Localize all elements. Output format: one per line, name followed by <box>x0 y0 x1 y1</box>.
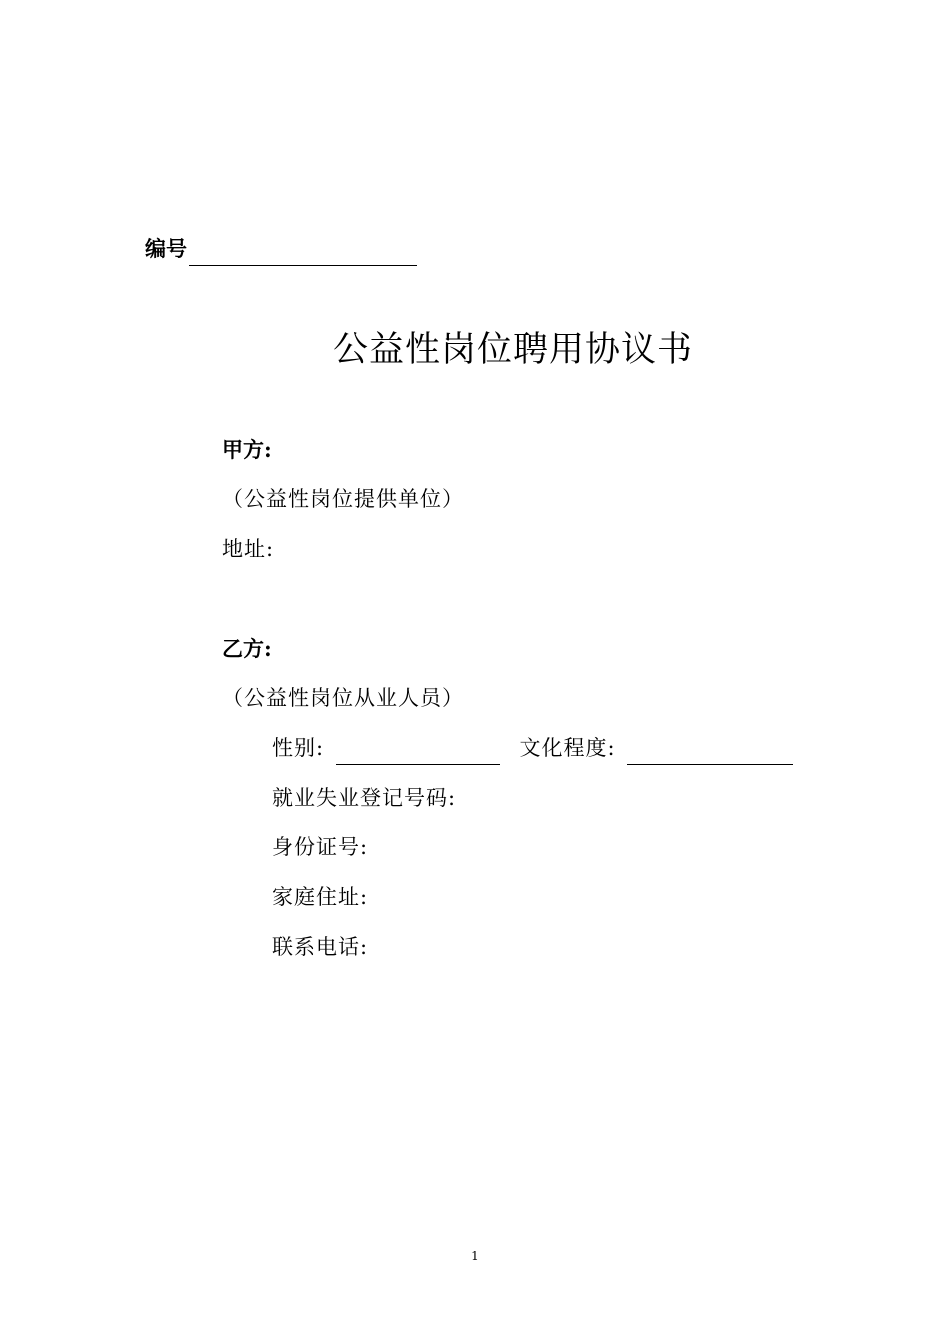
document-number-blank <box>189 239 417 266</box>
id-number-label: 身份证号: <box>272 835 369 859</box>
party-a-description: （公益性岗位提供单位） <box>222 487 464 511</box>
party-b-heading: 乙方: <box>222 636 272 661</box>
party-a-heading: 甲方: <box>222 437 272 462</box>
employment-registration-label: 就业失业登记号码: <box>272 786 457 810</box>
gender-education-row <box>272 731 793 765</box>
page-title: 公益性岗位聘用协议书 <box>332 330 693 370</box>
party-b-description: （公益性岗位从业人员） <box>222 686 464 710</box>
document-number <box>145 232 417 266</box>
party-a-address-label: 地址: <box>222 537 275 561</box>
home-address-label: 家庭住址: <box>272 885 369 909</box>
phone-label: 联系电话: <box>272 935 369 959</box>
education-blank <box>627 740 793 765</box>
page-number: 1 <box>471 1249 479 1263</box>
gender-blank <box>336 740 500 765</box>
education-label: 文化程度: <box>519 736 616 760</box>
document-number-label: 编号 <box>145 236 187 261</box>
gender-label: 性别: <box>272 736 325 760</box>
